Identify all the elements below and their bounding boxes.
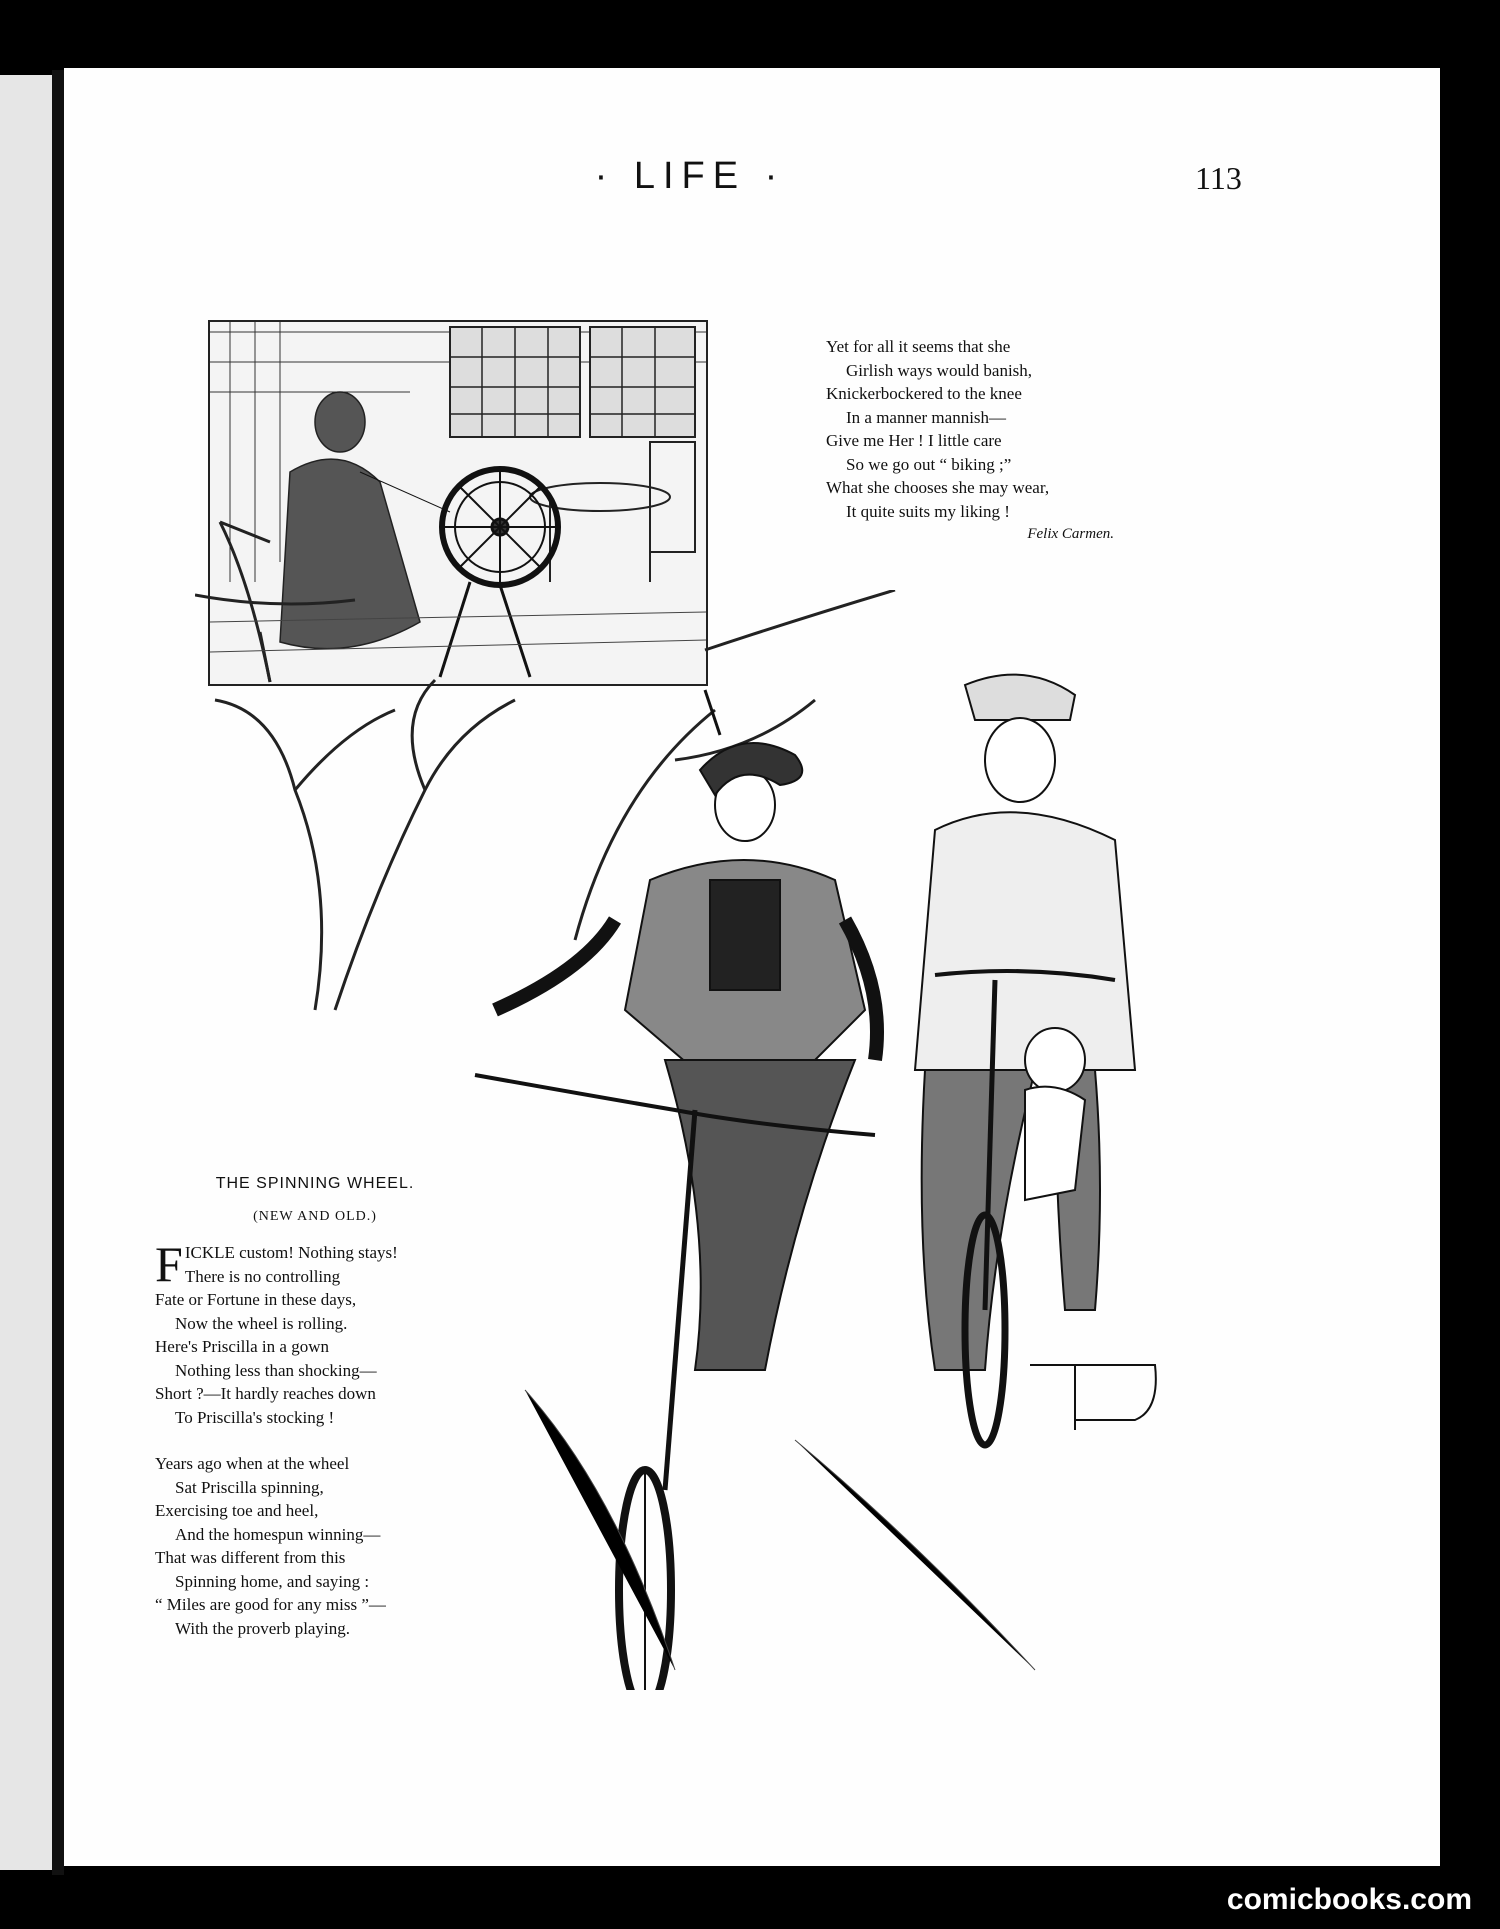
- poem-line: Girlish ways would banish,: [846, 360, 1033, 380]
- page-gutter: [52, 70, 64, 1875]
- poem-spinning-wheel: [155, 1175, 485, 1640]
- poem-line: What she chooses she may wear,: [826, 478, 1050, 497]
- poem-line: To Priscilla's stocking !: [175, 1407, 335, 1427]
- poem-line: And the homespun winning—: [175, 1524, 381, 1544]
- watermark: comicbooks.com: [1226, 1883, 1472, 1916]
- poem-line: Sat Priscilla spinning,: [175, 1477, 324, 1497]
- poem-line: Now the wheel is rolling.: [175, 1313, 348, 1333]
- facing-page-edge: [0, 75, 52, 1870]
- page-number: 113: [1195, 160, 1242, 196]
- poem-stanza-2: [155, 1452, 485, 1640]
- poem-line: Spinning home, and saying :: [175, 1571, 370, 1591]
- poem-line: Give me Her ! I little care: [826, 431, 1002, 450]
- poem-line: It quite suits my liking !: [846, 501, 1010, 521]
- poem-line: Exercising toe and heel,: [155, 1501, 319, 1520]
- poem-line: In a manner mannish—: [846, 407, 1007, 427]
- poem-line: Knickerbockered to the knee: [826, 384, 1022, 403]
- poem-line: Fate or Fortune in these days,: [155, 1290, 357, 1309]
- poem-continuation: [826, 335, 1156, 547]
- artist-signature: [1030, 1365, 1156, 1430]
- drop-cap: F: [155, 1236, 183, 1292]
- poem-line: Yet for all it seems that she: [826, 337, 1011, 356]
- poem-line: There is no controlling: [184, 1266, 341, 1286]
- poem-stanza-1: [155, 1236, 485, 1429]
- poem-line: That was different from this: [155, 1548, 346, 1567]
- poem-line: Short ?—It hardly reaches down: [155, 1384, 376, 1403]
- poem-line: ICKLE custom! Nothing stays!: [184, 1243, 398, 1262]
- poem-line: Nothing less than shocking—: [175, 1360, 377, 1380]
- poem-subtitle: (NEW AND OLD.): [253, 1209, 377, 1224]
- poem-line: Here's Priscilla in a gown: [155, 1337, 329, 1356]
- poem-line: Years ago when at the wheel: [155, 1454, 350, 1473]
- poem-title: THE SPINNING WHEEL.: [215, 1175, 415, 1192]
- poem-line: With the proverb playing.: [175, 1618, 350, 1638]
- poem-line: So we go out “ biking ;”: [846, 454, 1012, 474]
- poem-line: “ Miles are good for any miss ”—: [155, 1595, 386, 1614]
- magazine-title: · LIFE ·: [594, 155, 786, 197]
- poem-author: Felix Carmen.: [1027, 526, 1114, 542]
